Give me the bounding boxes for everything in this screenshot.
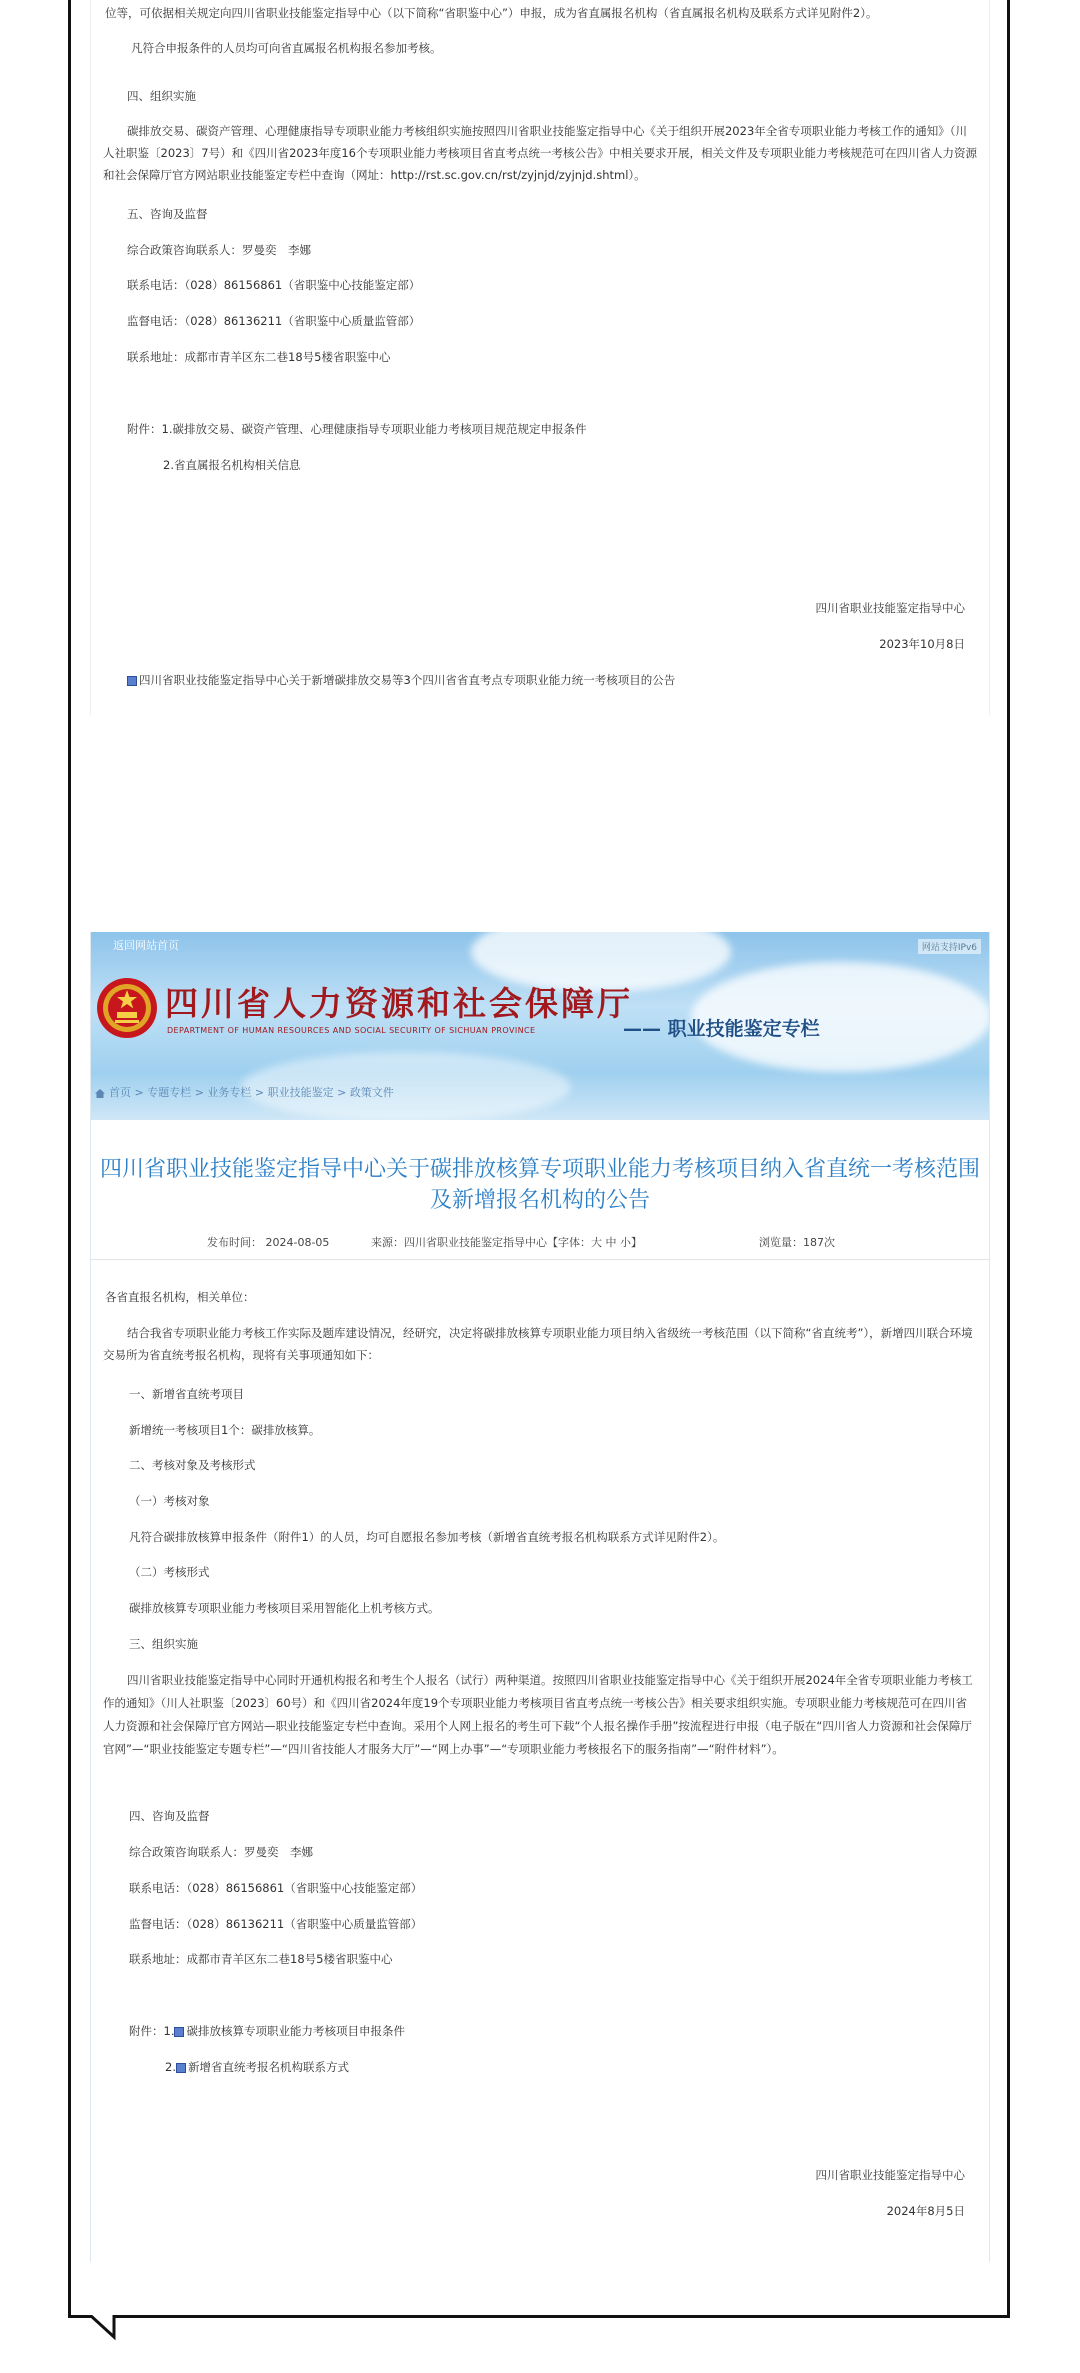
divider <box>91 1259 989 1260</box>
attachment-label: 附件：1. <box>129 2024 175 2038</box>
contact-address: 联系地址：成都市青羊区东二巷18号5楼省职鉴中心 <box>127 350 391 364</box>
home-icon <box>95 1089 105 1098</box>
salutation: 各省直报名机构，相关单位： <box>105 1290 255 1304</box>
supervise-phone: 监督电话：（028）86136211（省职鉴中心质量监管部） <box>129 1917 423 1931</box>
issuing-org: 四川省职业技能鉴定指导中心 <box>815 2168 965 2182</box>
section-4-body: 碳排放交易、碳资产管理、心理健康指导专项职业能力考核组织实施按照四川省职业技能鉴定指导中心《关于组织开展2023年全省专项职业能力考核工作的通知》（川人社职鉴〔2023〕7号）和《四川省2023年度16个专项职业能力考核项目省直考点统一考核公告》中相关要求开展，相关文件及专项职业能力考核规范可在四川省人力资源和社会保障厅官方网站职业技能鉴定专栏中查询（网址：http://rst.sc.gov.cn/rst/zyjnjd/zyjnjd.shtml）。 <box>103 124 977 182</box>
issue-date: 2024年8月5日 <box>886 2204 965 2218</box>
section-2a-title: （一）考核对象 <box>129 1494 210 1508</box>
breadcrumb-text: 首页 > 专题专栏 > 业务专栏 > 职业技能鉴定 > 政策文件 <box>109 1086 394 1099</box>
attachment-2-row <box>165 2056 349 2078</box>
section-2b-body: 碳排放核算专项职业能力考核项目采用智能化上机考核方式。 <box>129 1601 440 1615</box>
column-name: —— 职业技能鉴定专栏 <box>623 1018 820 1040</box>
contact-phone: 联系电话：（028）86156861（省职鉴中心技能鉴定部） <box>127 278 421 292</box>
site-banner <box>91 932 989 1120</box>
section-4-title: 四、组织实施 <box>127 89 196 103</box>
attachment-1-row <box>129 2020 405 2042</box>
notice-2024-page <box>90 932 990 2262</box>
document-icon <box>174 2027 184 2037</box>
issue-date: 2023年10月8日 <box>879 637 965 651</box>
document-icon <box>176 2063 186 2073</box>
view-count: 浏览量：187次 <box>759 1236 835 1249</box>
section-2-title: 二、考核对象及考核形式 <box>129 1458 256 1472</box>
ipv6-badge: 网站支持IPv6 <box>918 939 981 954</box>
related-notice-link[interactable] <box>127 669 675 691</box>
breadcrumb[interactable] <box>95 1084 394 1100</box>
section-5-title: 五、咨询及监督 <box>127 207 208 221</box>
contact-person: 综合政策咨询联系人：罗曼奕 李娜 <box>129 1845 313 1859</box>
eligible-text: 凡符合申报条件的人员均可向省直属报名机构报名参加考核。 <box>131 41 442 55</box>
section-1-title: 一、新增省直统考项目 <box>129 1387 244 1401</box>
section-4-title: 四、咨询及监督 <box>129 1809 210 1823</box>
attachment-1: 附件：1.碳排放交易、碳资产管理、心理健康指导专项职业能力考核项目规范规定申报条件 <box>127 422 587 436</box>
attachment-2-label: 2. <box>165 2060 176 2074</box>
ministry-name: 四川省人力资源和社会保障厅 <box>165 984 633 1023</box>
section-3-body: 四川省职业技能鉴定指导中心同时开通机构报名和考生个人报名（试行）两种渠道。按照四川省职业技能鉴定指导中心《关于组织开展2024年全省专项职业能力考核工作的通知》（川人社职鉴〔2023〕60号）和《四川省2024年度19个专项职业能力考核项目省直考点统一考核公告》相关要求组织实施。专项职业能力考核规范可在四川省人力资源和社会保障厅官方网站—职业技能鉴定专栏中查询。采用个人网上报名的考生可下载“个人报名操作手册”按流程进行申报（电子版在“四川省人力资源和社会保障厅官网”—“职业技能鉴定专题专栏”—“四川省技能人才服务大厅”—“网上办事”—“专项职业能力考核报名下的服务指南”—“附件材料”）。 <box>103 1673 973 1756</box>
ministry-english-name: DEPARTMENT OF HUMAN RESOURCES AND SOCIAL SECURITY OF SICHUAN PROVINCE <box>167 1026 536 1035</box>
intro-paragraph: 结合我省专项职业能力考核工作实际及题库建设情况，经研究，决定将碳排放核算专项职业能力项目纳入省级统一考核范围（以下简称“省直统考”），新增四川联合环境交易所为省直统考报名机构，现将有关事项通知如下： <box>103 1326 973 1362</box>
related-notice-text: 四川省职业技能鉴定指导中心关于新增碳排放交易等3个四川省省直考点专项职业能力统一考核项目的公告 <box>139 673 676 687</box>
section-1-body: 新增统一考核项目1个：碳排放核算。 <box>129 1423 321 1437</box>
source: 来源：四川省职业技能鉴定指导中心【字体：大 中 小】 <box>371 1236 642 1249</box>
intro-tail: 位等，可依据相关规定向四川省职业技能鉴定指导中心（以下简称“省职鉴中心”）申报，成为省直属报名机构（省直属报名机构及联系方式详见附件2）。 <box>105 6 878 20</box>
attachment-1-link[interactable]: 碳排放核算专项职业能力考核项目申报条件 <box>186 2024 405 2038</box>
contact-person: 综合政策咨询联系人：罗曼奕 李娜 <box>127 243 311 257</box>
notice-title: 四川省职业技能鉴定指导中心关于碳排放核算专项职业能力考核项目纳入省直统一考核范围及新增报名机构的公告 <box>99 1157 980 1213</box>
contact-address: 联系地址：成都市青羊区东二巷18号5楼省职鉴中心 <box>129 1952 393 1966</box>
attachment-2: 2.省直属报名机构相关信息 <box>163 458 301 472</box>
document-icon <box>127 676 137 686</box>
attachment-2-link[interactable]: 新增省直统考报名机构联系方式 <box>187 2060 349 2074</box>
section-3-title: 三、组织实施 <box>129 1637 198 1651</box>
national-emblem-icon <box>95 976 159 1044</box>
section-2a-body: 凡符合碳排放核算申报条件（附件1）的人员，均可自愿报名参加考核（新增省直统考报名机构联系方式详见附件2）。 <box>129 1530 725 1544</box>
supervise-phone: 监督电话：（028）86136211（省职鉴中心质量监管部） <box>127 314 421 328</box>
publish-time: 发布时间： 2024-08-05 <box>207 1236 330 1249</box>
back-home-link[interactable]: 返回网站首页 <box>113 939 179 952</box>
contact-phone: 联系电话：（028）86156861（省职鉴中心技能鉴定部） <box>129 1881 423 1895</box>
section-2b-title: （二）考核形式 <box>129 1565 210 1579</box>
notice-2023-page <box>90 0 990 715</box>
issuing-org: 四川省职业技能鉴定指导中心 <box>815 601 965 615</box>
